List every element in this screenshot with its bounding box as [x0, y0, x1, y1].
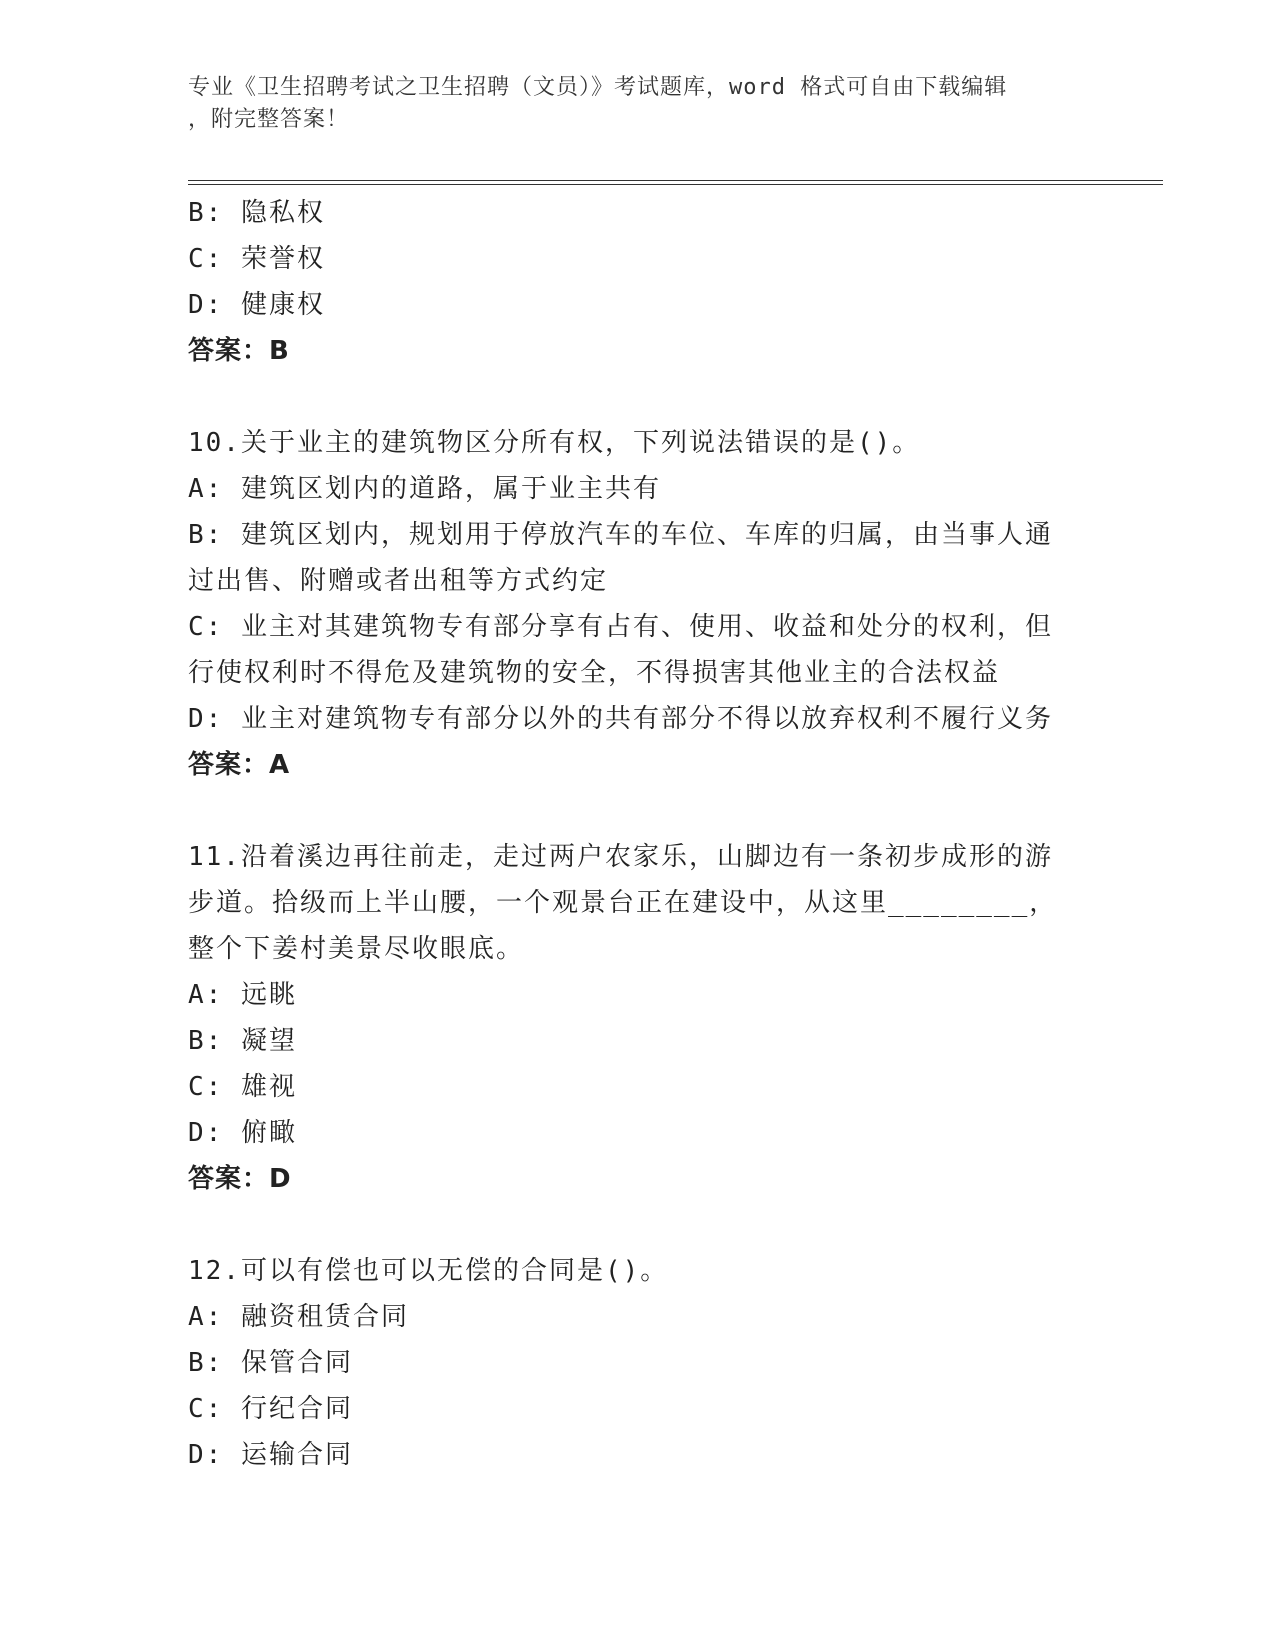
question-9-tail — [188, 190, 1088, 374]
option-a: A: 远眺 — [188, 980, 297, 1010]
option-b: B: 隐私权 — [188, 198, 325, 228]
option-d: D: 业主对建筑物专有部分以外的共有部分不得以放弃权利不履行义务 — [188, 704, 1053, 734]
question-stem-continued: 整个下姜村美景尽收眼底。 — [188, 934, 525, 964]
question-stem: 10.关于业主的建筑物区分所有权，下列说法错误的是()。 — [188, 428, 921, 458]
option-b: B: 建筑区划内，规划用于停放汽车的车位、车库的归属，由当事人通 — [188, 520, 1053, 550]
answer-line: 答案：A — [188, 750, 291, 780]
option-c: C: 业主对其建筑物专有部分享有占有、使用、收益和处分的权利，但 — [188, 612, 1053, 642]
question-stem-continued: 步道。拾级而上半山腰，一个观景台正在建设中，从这里________， — [188, 888, 1058, 918]
option-b: B: 保管合同 — [188, 1348, 353, 1378]
option-d: D: 健康权 — [188, 290, 325, 320]
option-b: B: 凝望 — [188, 1026, 297, 1056]
option-b-continued: 过出售、附赠或者出租等方式约定 — [188, 566, 609, 596]
question-stem: 12.可以有偿也可以无偿的合同是()。 — [188, 1256, 669, 1286]
answer-line: 答案：D — [188, 1164, 292, 1194]
question-11 — [188, 834, 1088, 1202]
question-stem: 11.沿着溪边再往前走，走过两户农家乐，山脚边有一条初步成形的游 — [188, 842, 1053, 872]
answer-line: 答案：B — [188, 336, 290, 366]
question-12 — [188, 1248, 1088, 1478]
option-c: C: 雄视 — [188, 1072, 297, 1102]
header-divider-bottom — [188, 184, 1163, 185]
option-d: D: 俯瞰 — [188, 1118, 297, 1148]
question-10 — [188, 420, 1088, 788]
option-c-continued: 行使权利时不得危及建筑物的安全，不得损害其他业主的合法权益 — [188, 658, 1001, 688]
option-d: D: 运输合同 — [188, 1440, 353, 1470]
header-line-1: 专业《卫生招聘考试之卫生招聘（文员）》考试题库，word 格式可自由下载编辑 — [188, 75, 1008, 100]
question-list — [188, 190, 1088, 1478]
page-header — [188, 72, 1088, 136]
option-c: C: 行纪合同 — [188, 1394, 353, 1424]
header-divider-top — [188, 180, 1163, 181]
option-a: A: 建筑区划内的道路，属于业主共有 — [188, 474, 661, 504]
option-a: A: 融资租赁合同 — [188, 1302, 409, 1332]
option-c: C: 荣誉权 — [188, 244, 325, 274]
header-line-2: ，附完整答案！ — [188, 107, 350, 132]
